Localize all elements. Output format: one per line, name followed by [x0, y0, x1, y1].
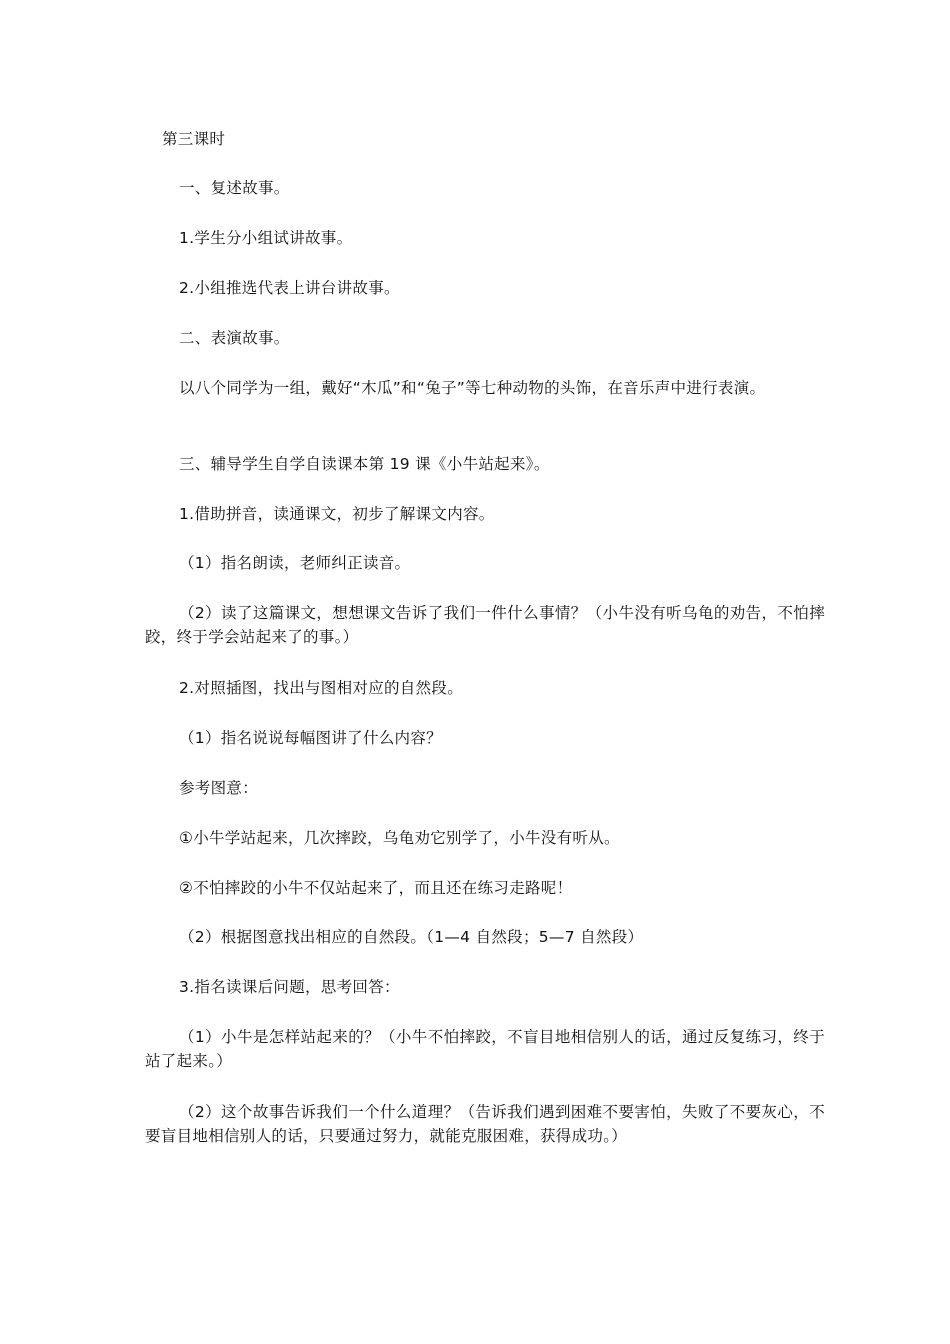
paragraph: 2.对照插图，找出与图相对应的自然段。 [179, 679, 463, 697]
paragraph: 1.学生分小组试讲故事。 [179, 229, 353, 247]
paragraph: （2）读了这篇课文，想想课文告诉了我们一件什么事情？（小牛没有听乌龟的劝告，不怕摔跤，终于学会站起来了的事。） [145, 604, 825, 646]
section-heading: 二、表演故事。 [179, 329, 290, 347]
paragraph: （1）指名说说每幅图讲了什么内容？ [179, 729, 442, 747]
paragraph: ②不怕摔跤的小牛不仅站起来了，而且还在练习走路呢！ [179, 879, 573, 897]
paragraph: （2）这个故事告诉我们一个什么道理？（告诉我们遇到困难不要害怕，失败了不要灰心，不要盲目地相信别人的话，只要通过努力，就能克服困难，获得成功。） [145, 1103, 825, 1145]
paragraph: （1）小牛是怎样站起来的？（小牛不怕摔跤，不盲目地相信别人的话，通过反复练习，终于站了起来。） [145, 1028, 825, 1070]
paragraph: 2.小组推选代表上讲台讲故事。 [179, 279, 400, 297]
lesson-heading: 第三课时 [162, 130, 226, 148]
paragraph: ①小牛学站起来，几次摔跤，乌龟劝它别学了，小牛没有听从。 [179, 829, 620, 847]
paragraph: 参考图意： [179, 779, 259, 797]
paragraph: 1.借助拼音，读通课文，初步了解课文内容。 [179, 505, 495, 523]
section-heading: 三、辅导学生自学自读课本第 19 课《小牛站起来》。 [179, 455, 550, 473]
paragraph: 以八个同学为一组，戴好“木瓜”和“兔子”等七种动物的头饰，在音乐声中进行表演。 [179, 379, 766, 397]
paragraph: （1）指名朗读，老师纠正读音。 [179, 554, 411, 572]
paragraph: （2）根据图意找出相应的自然段。（1—4 自然段；5—7 自然段） [179, 928, 644, 946]
section-heading: 一、复述故事。 [179, 179, 290, 197]
paragraph: 3.指名读课后问题，思考回答： [179, 978, 400, 996]
